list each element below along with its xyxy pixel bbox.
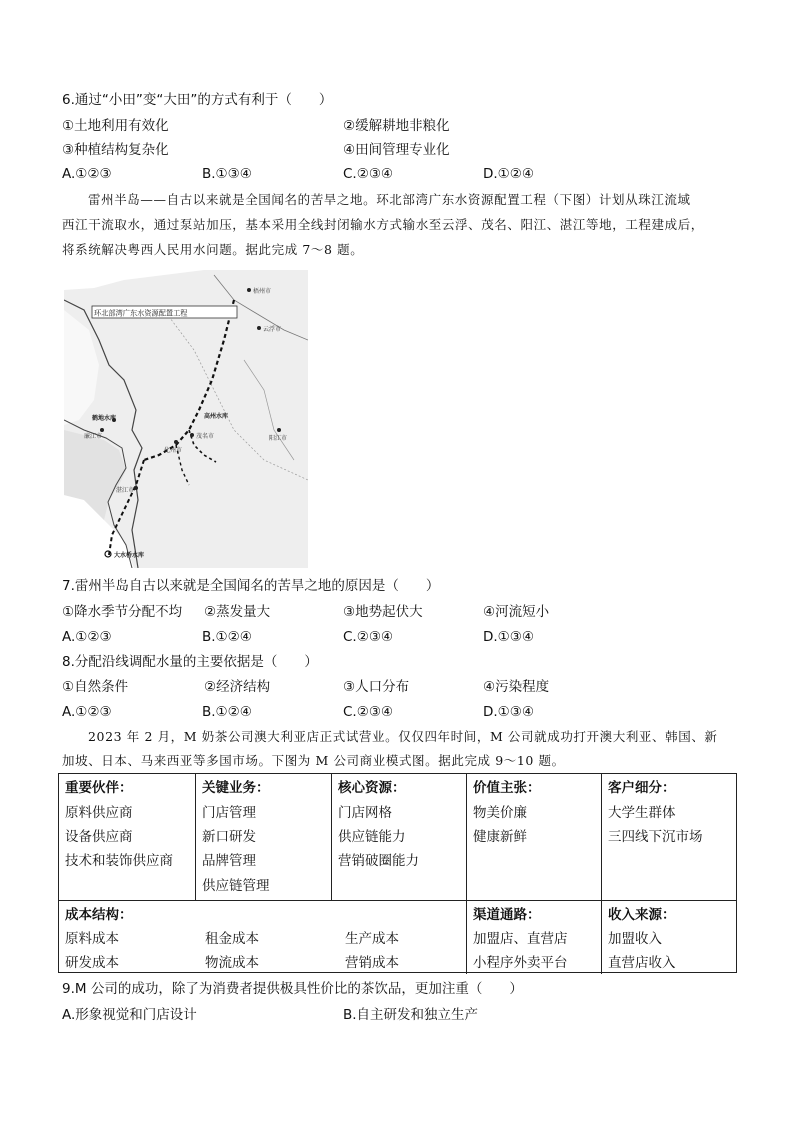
customer-segment-item: 大学生群体 — [608, 805, 676, 821]
channel-item: 小程序外卖平台 — [473, 955, 568, 971]
value-proposition-item: 物美价廉 — [473, 805, 527, 821]
customer-segments-title: 客户细分： — [608, 780, 676, 796]
revenue-item: 直营店收入 — [608, 955, 676, 971]
map-label-yangjiang: 阳江市 — [269, 435, 288, 442]
map-label-gaozhou-reservoir: 高州水库 — [204, 413, 229, 420]
passage1-line1: 雷州半岛——自古以来就是全国闻名的苦旱之地。环北部湾广东水资源配置工程（下图）计划从珠江流域 — [88, 192, 691, 207]
key-partner-item: 原料供应商 — [65, 805, 133, 821]
value-proposition-item: 健康新鲜 — [473, 829, 527, 845]
cost-item: 研发成本 — [65, 955, 119, 971]
q8-option-a: A.①②③ — [62, 704, 112, 720]
q7-option-c: C.②③④ — [343, 629, 394, 645]
business-model-table — [58, 773, 737, 973]
cell-channels — [467, 901, 601, 974]
q8-statement-4: ④污染程度 — [483, 679, 550, 695]
key-partner-item: 设备供应商 — [65, 829, 133, 845]
q8-option-d: D.①③④ — [483, 704, 534, 720]
q7-option-d: D.①③④ — [483, 629, 534, 645]
map-label-huazhou: 化州市 — [164, 447, 183, 454]
q8-stem: 8.分配沿线调配水量的主要依据是（ ） — [62, 654, 318, 670]
cost-item: 租金成本 — [205, 931, 259, 947]
passage2-line1: 2023 年 2 月，M 奶茶公司澳大利亚店正式试营业。仅仅四年时间，M 公司就成功打开澳大利亚、韩国、新 — [88, 729, 718, 744]
q7-option-a: A.①②③ — [62, 629, 112, 645]
channel-item: 加盟店、直营店 — [473, 931, 568, 947]
key-activity-item: 门店管理 — [202, 805, 256, 821]
key-partners-title: 重要伙伴： — [65, 780, 133, 796]
map-label-wuzhou: 梧州市 — [253, 288, 272, 295]
q8-statement-1: ①自然条件 — [62, 679, 129, 695]
key-partner-item: 技术和装饰供应商 — [65, 853, 173, 869]
cell-key-resources — [332, 774, 466, 900]
cost-item: 原料成本 — [65, 931, 119, 947]
q6-statement-3: ③种植结构复杂化 — [62, 142, 169, 158]
passage1-line2: 西江干流取水，通过泵站加压，基本采用全线封闭输水方式输水至云浮、茂名、阳江、湛江等地，工程建成后， — [62, 217, 704, 232]
cell-cost-structure — [59, 901, 466, 974]
passage1-line3: 将系统解决粤西人民用水问题。据此完成 7～8 题。 — [62, 242, 364, 257]
cell-key-partners — [59, 774, 195, 900]
q6-statement-4: ④田间管理专业化 — [343, 142, 450, 158]
q9-stem: 9.M 公司的成功，除了为消费者提供极具性价比的茶饮品，更加注重（ ） — [62, 981, 523, 997]
key-resource-item: 营销破圈能力 — [338, 853, 419, 869]
key-resource-item: 供应链能力 — [338, 829, 406, 845]
cost-item: 营销成本 — [345, 955, 399, 971]
q6-option-b: B.①③④ — [202, 166, 252, 182]
revenue-streams-title: 收入来源： — [608, 907, 676, 923]
map-title: 环北部湾广东水资源配置工程 — [94, 308, 188, 318]
q8-statement-2: ②经济结构 — [204, 679, 271, 695]
q6-option-a: A.①②③ — [62, 166, 112, 182]
q7-statement-3: ③地势起伏大 — [343, 604, 423, 620]
q7-statement-1: ①降水季节分配不均 — [62, 604, 183, 620]
cell-revenue-streams — [602, 901, 736, 974]
q8-option-b: B.①②④ — [202, 704, 252, 720]
q8-statement-3: ③人口分布 — [343, 679, 410, 695]
map-label-zhanjiang: 湛江市 — [116, 487, 135, 494]
q6-statement-1: ①土地利用有效化 — [62, 118, 169, 134]
cell-key-activities — [196, 774, 331, 900]
q7-stem: 7.雷州半岛自古以来就是全国闻名的苦旱之地的原因是（ ） — [62, 578, 440, 594]
revenue-item: 加盟收入 — [608, 931, 662, 947]
key-activities-title: 关键业务： — [202, 780, 270, 796]
customer-segment-item: 三四线下沉市场 — [608, 829, 703, 845]
q6-option-c: C.②③④ — [343, 166, 394, 182]
q6-option-d: D.①②④ — [483, 166, 534, 182]
passage2-line2: 加坡、日本、马来西亚等多国市场。下图为 M 公司商业模式图。据此完成 9～10 题。 — [62, 753, 565, 768]
key-activity-item: 新口研发 — [202, 829, 256, 845]
water-project-map — [64, 270, 308, 568]
q6-stem: 6.通过“小田”变“大田”的方式有利于（ ） — [62, 92, 333, 108]
channels-title: 渠道通路： — [473, 907, 541, 923]
q7-option-b: B.①②④ — [202, 629, 252, 645]
cell-value-proposition — [467, 774, 601, 900]
cost-structure-title: 成本结构： — [65, 907, 133, 923]
q7-statement-2: ②蒸发量大 — [204, 604, 271, 620]
q9-option-a: A.形象视觉和门店设计 — [62, 1007, 197, 1023]
cost-item: 生产成本 — [345, 931, 399, 947]
key-resources-title: 核心资源： — [338, 780, 406, 796]
map-label-lianjiang: 廉江市 — [84, 433, 103, 440]
map-label-hedi-reservoir: 鹤地水库 — [92, 415, 117, 422]
key-activity-item: 品牌管理 — [202, 853, 256, 869]
map-label-yunfu: 云浮市 — [263, 326, 282, 333]
map-label-maoming: 茂名市 — [196, 433, 215, 440]
cell-customer-segments — [602, 774, 736, 900]
q9-option-b: B.自主研发和独立生产 — [343, 1007, 479, 1023]
map-label-dashuiqiao-reservoir: 大水桥水库 — [114, 552, 145, 559]
key-activity-item: 供应链管理 — [202, 878, 270, 894]
key-resource-item: 门店网格 — [338, 805, 392, 821]
q6-statement-2: ②缓解耕地非粮化 — [343, 118, 450, 134]
q7-statement-4: ④河流短小 — [483, 604, 550, 620]
value-proposition-title: 价值主张： — [473, 780, 541, 796]
q8-option-c: C.②③④ — [343, 704, 394, 720]
cost-item: 物流成本 — [205, 955, 259, 971]
